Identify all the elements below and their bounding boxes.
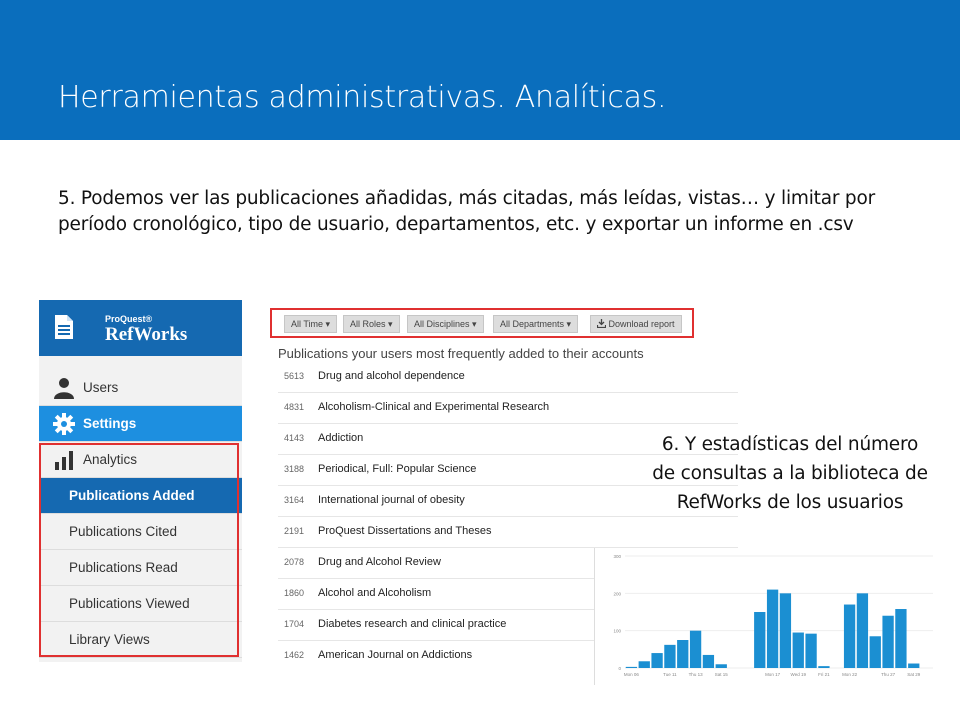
- filter-time-dropdown[interactable]: All Time ▾: [284, 315, 337, 333]
- intro-text: 5. Podemos ver las publicaciones añadidas, más citadas, más leídas, vistas… y limitar por período cronológico, tipo de usuario, departamentos, etc. y exportar un informe en .csv: [58, 188, 875, 235]
- download-icon: [597, 319, 606, 328]
- row-publication: Alcoholism-Clinical and Experimental Research: [318, 401, 550, 413]
- chart-bar: [793, 633, 804, 668]
- row-count: 2191: [284, 526, 305, 536]
- chart-bar: [882, 616, 893, 668]
- y-tick-label: 200: [613, 591, 621, 597]
- x-tick-label: Thu 13: [688, 672, 703, 677]
- sidebar-item-settings[interactable]: [39, 406, 242, 442]
- sidebar-item-label: Publications Cited: [69, 524, 178, 539]
- chart-bar: [716, 664, 727, 668]
- chart-bar: [664, 645, 675, 668]
- x-tick-label: Mon 22: [842, 672, 858, 677]
- refworks-logo[interactable]: [39, 300, 242, 356]
- x-tick-label: Thu 27: [881, 672, 896, 677]
- row-publication: Drug and Alcohol Review: [318, 556, 441, 568]
- chart-bar: [677, 640, 688, 668]
- row-publication: American Journal on Addictions: [318, 649, 473, 661]
- x-tick-label: Sat 29: [907, 672, 921, 677]
- row-publication: Drug and alcohol dependence: [318, 370, 465, 382]
- sidebar-item-label: Publications Read: [69, 560, 178, 575]
- row-count: 3164: [284, 495, 305, 505]
- download-label: Download report: [608, 319, 675, 329]
- table-row[interactable]: [278, 362, 738, 393]
- sidebar-item-label: Settings: [83, 416, 137, 431]
- table-row[interactable]: [278, 517, 738, 548]
- y-tick-label: 100: [613, 628, 621, 634]
- y-tick-label: 0: [618, 666, 621, 671]
- row-count: 2078: [284, 557, 305, 567]
- document-icon: [53, 314, 75, 340]
- row-publication: Diabetes research and clinical practice: [318, 618, 507, 630]
- chart-bar: [895, 609, 906, 668]
- row-count: 5613: [284, 371, 305, 381]
- row-count: 1462: [284, 650, 305, 660]
- chart-bar: [818, 666, 829, 668]
- sidebar-item-label: Users: [83, 380, 119, 395]
- chart-bar: [754, 612, 765, 668]
- chart-bar: [626, 667, 637, 668]
- list-title: Publications your users most frequently added to their accounts: [278, 346, 644, 361]
- user-icon: [53, 377, 75, 399]
- bar-chart: [595, 548, 937, 685]
- download-report-button[interactable]: [590, 315, 682, 333]
- filter-departments-dropdown[interactable]: All Departments ▾: [493, 315, 578, 333]
- x-tick-label: Sat 15: [714, 672, 728, 677]
- sidebar-item-label: Library Views: [69, 632, 150, 647]
- x-tick-label: Fri 21: [818, 672, 830, 677]
- x-tick-label: Wed 19: [790, 672, 806, 677]
- row-publication: International journal of obesity: [318, 494, 465, 506]
- library-views-chart: [594, 548, 937, 685]
- gear-icon: [53, 413, 75, 435]
- chart-bar: [639, 661, 650, 668]
- row-count: 1704: [284, 619, 305, 629]
- row-publication: ProQuest Dissertations and Theses: [318, 525, 492, 537]
- chart-bar: [908, 664, 919, 668]
- chart-bar: [651, 653, 662, 668]
- row-count: 1860: [284, 588, 305, 598]
- row-publication: Addiction: [318, 432, 364, 444]
- sidebar-item-label: Publications Viewed: [69, 596, 190, 611]
- filters-highlight-box: [270, 308, 694, 338]
- row-count: 4143: [284, 433, 305, 443]
- sidebar-item-publications-added[interactable]: [39, 478, 242, 514]
- row-count: 3188: [284, 464, 305, 474]
- sidebar-item-label: Analytics: [83, 452, 138, 467]
- note-text: 6. Y estadísticas del número de consultas a la biblioteca de RefWorks de los usuarios: [652, 434, 928, 513]
- x-tick-label: Mon 06: [623, 672, 639, 677]
- slide-title: Herramientas administrativas. Analíticas.: [58, 80, 667, 115]
- brand-refworks: RefWorks: [105, 324, 188, 345]
- sidebar-item-analytics[interactable]: [39, 442, 242, 478]
- sidebar-item-users[interactable]: [39, 370, 242, 406]
- sidebar-item-publications-viewed[interactable]: [39, 586, 242, 622]
- chart-bar: [780, 593, 791, 668]
- filter-disciplines-dropdown[interactable]: All Disciplines ▾: [407, 315, 484, 333]
- row-publication: Periodical, Full: Popular Science: [318, 463, 477, 475]
- chart-bar: [870, 636, 881, 668]
- chart-bar: [690, 631, 701, 668]
- brand-proquest: ProQuest®: [105, 314, 153, 324]
- chart-bar: [767, 590, 778, 668]
- chart-bar: [805, 634, 816, 668]
- refworks-sidebar: [39, 300, 242, 662]
- chart-bar: [703, 655, 714, 668]
- bar-chart-icon: [53, 449, 75, 471]
- sidebar-item-publications-cited[interactable]: [39, 514, 242, 550]
- chart-bar: [857, 593, 868, 668]
- sidebar-item-publications-read[interactable]: [39, 550, 242, 586]
- filter-roles-dropdown[interactable]: All Roles ▾: [343, 315, 400, 333]
- slide-header: [0, 0, 960, 140]
- x-tick-label: Tue 11: [663, 672, 677, 677]
- row-count: 4831: [284, 402, 305, 412]
- x-tick-label: Mon 17: [765, 672, 781, 677]
- sidebar-item-library-views[interactable]: [39, 622, 242, 658]
- row-publication: Alcohol and Alcoholism: [318, 587, 432, 599]
- y-tick-label: 300: [613, 554, 621, 559]
- chart-bar: [844, 605, 855, 668]
- sidebar-item-label: Publications Added: [69, 488, 195, 503]
- table-row[interactable]: [278, 393, 738, 424]
